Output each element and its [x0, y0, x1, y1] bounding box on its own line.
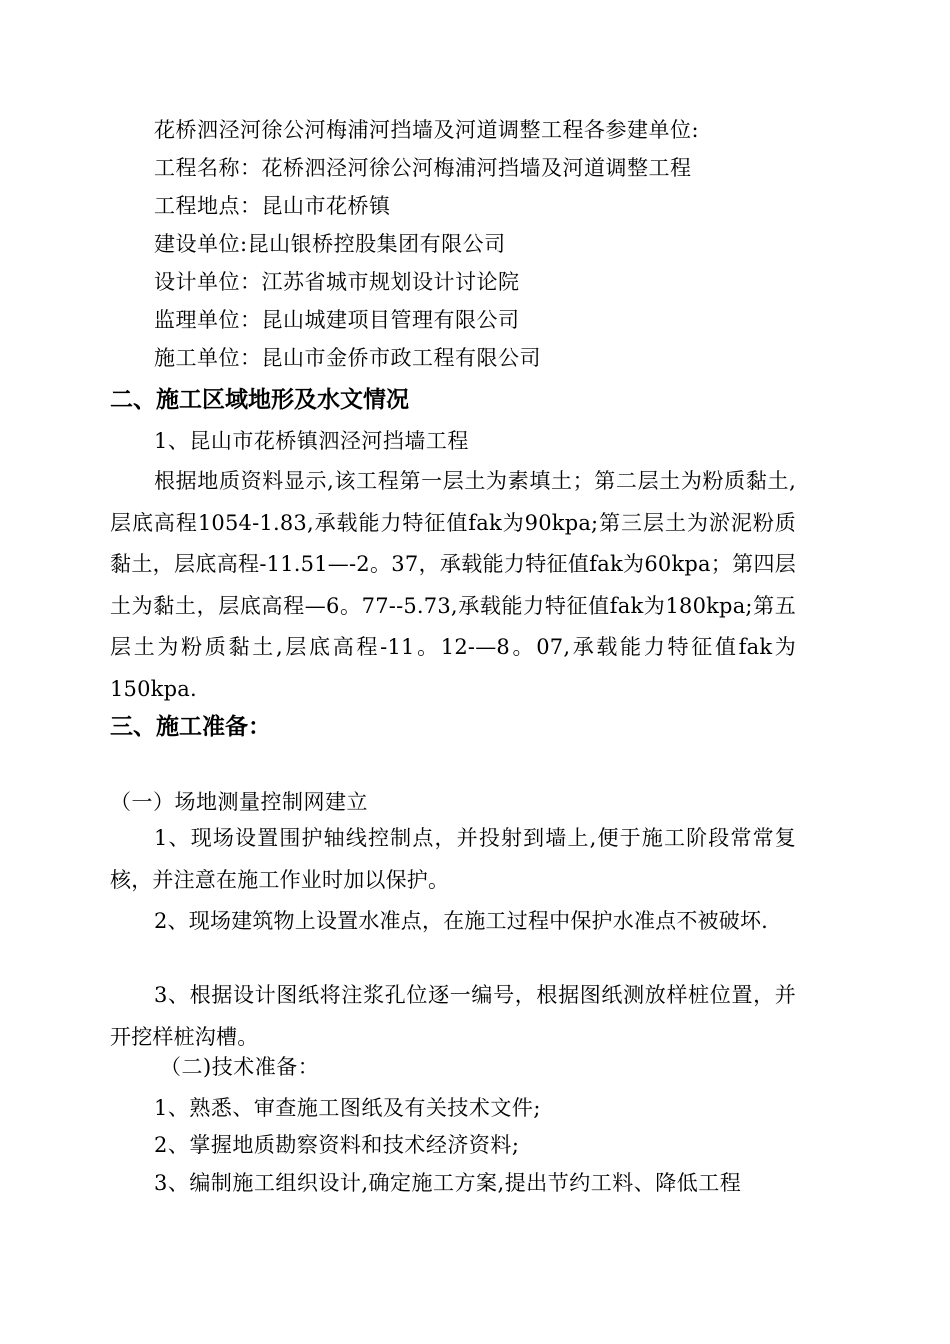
survey-item-1: 1、现场设置围护轴线控制点，并投射到墙上,便于施工阶段常常复核，并注意在施工作业时加以保护。: [110, 826, 796, 892]
intro-line-recipients: 花桥泗泾河徐公河梅浦河挡墙及河道调整工程各参建单位:: [154, 118, 700, 142]
subheading-technical-preparation: （二)技术准备：: [160, 1055, 320, 1079]
tech-item-1: 1、熟悉、审查施工图纸及有关技术文件;: [154, 1096, 541, 1120]
section2-item-1: 1、昆山市花桥镇泗泾河挡墙工程: [154, 429, 469, 453]
section-heading-terrain: 二、施工区域地形及水文情况: [110, 387, 409, 413]
tech-item-2: 2、掌握地质勘察资料和技术经济资料;: [154, 1133, 520, 1157]
intro-line-contractor: 施工单位：昆山市金侨市政工程有限公司: [154, 346, 541, 370]
survey-item-3: 3、根据设计图纸将注浆孔位逐一编号，根据图纸测放样桩位置，并开挖样桩沟槽。: [110, 983, 796, 1049]
intro-line-project-location: 工程地点：昆山市花桥镇: [154, 194, 391, 218]
section-heading-preparation: 三、施工准备：: [110, 714, 271, 740]
geology-paragraph: 根据地质资料显示,该工程第一层土为素填土；第二层土为粉质黏土,层底高程1054-1.83,承载能力特征值fak为90kpa;第三层土为淤泥粉质黏土，层底高程-11.51—-2。37，承载能力特征值fak为60kpa；第四层土为黏土，层底高程—6。77--5.73,承载能力特征值fak为180kpa;第五层土为粉质黏土,层底高程-11。12-—8。07,承载能力特征值fak为150kpa.: [110, 469, 796, 701]
intro-line-project-name: 工程名称：花桥泗泾河徐公河梅浦河挡墙及河道调整工程: [154, 156, 692, 180]
survey-item-2: 2、现场建筑物上设置水准点，在施工过程中保护水准点不被破坏.: [154, 909, 769, 933]
intro-line-owner: 建设单位:昆山银桥控股集团有限公司: [154, 232, 506, 256]
tech-item-3: 3、编制施工组织设计,确定施工方案,提出节约工料、降低工程: [154, 1171, 742, 1195]
intro-line-supervisor: 监理单位：昆山城建项目管理有限公司: [154, 308, 520, 332]
intro-line-designer: 设计单位：江苏省城市规划设计讨论院: [154, 270, 520, 294]
subheading-survey-control: （一）场地测量控制网建立: [110, 790, 368, 814]
